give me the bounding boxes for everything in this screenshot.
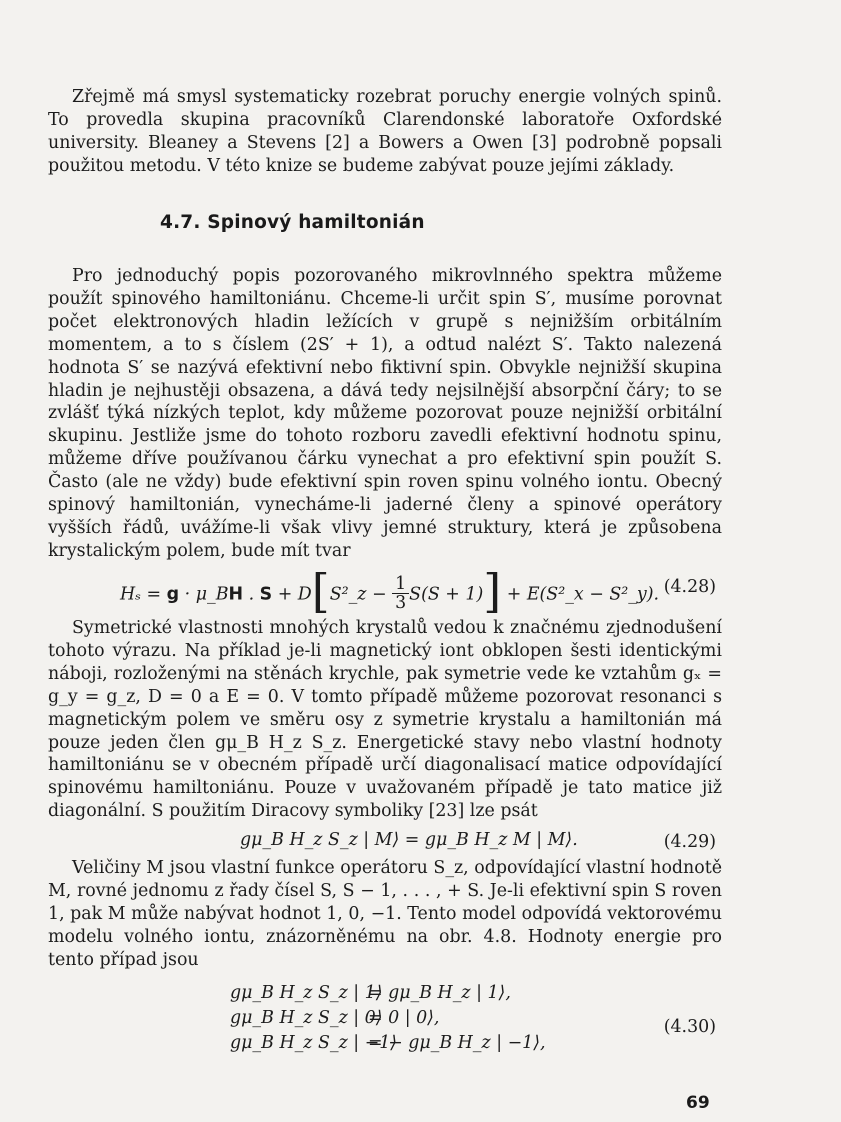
eq-428-e-term: + E(S²_x − S²_y).	[501, 584, 660, 605]
eq-428-g-tensor: g	[166, 584, 180, 605]
paragraph-eigenvalues-block	[48, 857, 722, 972]
eq-430-row3-rhs: = − gμ_B H_z | −1⟩,	[368, 1033, 546, 1053]
section-heading: 4.7. Spinový hamiltonián	[160, 212, 425, 233]
equation-4-28-formula	[120, 564, 660, 618]
eq-428-lhs: Hₛ =	[120, 584, 167, 605]
eq-428-fraction	[392, 575, 409, 612]
eq-428-d-term: + D	[272, 584, 312, 605]
eq-428-bohr-magneton: · μ_B	[179, 584, 229, 605]
intro-paragraph-block	[48, 86, 722, 178]
intro-paragraph: Zřejmě má smysl systematicky rozebrat poruchy energie volných spinů. To provedla skupina pracovníků Clarendonské laboratoře Oxfordské university. Bleaney a Stevens [2] a Bowers a Owen [3] podrobně popsali použitou metodu. V této knize se budeme zabývat pouze jejími základy.	[48, 87, 722, 176]
eq-430-row3-lhs: gμ_B H_z S_z | −1⟩	[230, 1033, 398, 1053]
page-number: 69	[686, 1093, 710, 1113]
paragraph-spin-hamiltonian: Pro jednoduchý popis pozorovaného mikrovlnného spektra můžeme použít spinového hamiltoniánu. Chceme-li určit spin S′, musíme porovnat počet elektronových hladin ležících v grupě s nejnižším orbitálním momentem, a to s číslem (2S′ + 1), a odtud nalézt S′. Takto nalezená hodnota S′ se nazývá efektivní nebo fiktivní spin. Obvykle nejnižší skupina hladin je nejhustěji obsazena, a dává tedy nejsilnější absorpční čáry; to se zvlášť týká nízkých teplot, kdy můžeme pozorovat pouze nejnižší orbitální skupinu. Jestliže jsme do tohoto rozboru zavedli efektivní hodnotu spinu, můžeme dříve používanou čárku vynechat a pro efektivní spin použít S. Často (ale ne vždy) bude efektivní spin roven spinu volného iontu. Obecný spinový hamiltonián, vynecháme-li jaderné členy a spinové operátory vyšších řádů, uvážíme-li však vlivy jemné struktury, která je způsobena krystalickým polem, bude mít tvar	[48, 266, 722, 561]
right-bracket-icon: ]	[483, 564, 502, 618]
equation-number-4-30: (4.30)	[663, 1017, 716, 1037]
equation-4-29-formula: gμ_B H_z S_z | M⟩ = gμ_B H_z M | M⟩.	[240, 830, 578, 850]
eq-428-s-term: S(S + 1)	[409, 584, 484, 605]
eq-430-row1-rhs: = gμ_B H_z | 1⟩,	[368, 983, 511, 1003]
paragraph-symmetry: Symetrické vlastnosti mnohých krystalů vedou k značnému zjednodušení tohoto výrazu. Na příklad je-li magnetický iont obklopen šesti identickými náboji, rozloženými na stěnách krychle, pak symetrie vede ke vztahům gₓ = g_y = g_z, D = 0 a E = 0. V tomto případě můžeme pozorovat resonanci s magnetickým polem ve směru osy z symetrie krystalu a hamiltonián má pouze jeden člen gμ_B H_z S_z. Energetické stavy nebo vlastní hodnoty hamiltoniánu se v obecném případě určí diagonalisací matice odpovídající spinovému hamiltoniánu. Pouze v uvažovaném případě je tato matice již diagonální. S použitím Diracovy symboliky [23] lze psát	[48, 618, 722, 822]
paragraph-spin-hamiltonian-block	[48, 265, 722, 563]
equation-4-30	[48, 980, 722, 1060]
equation-4-28	[48, 562, 722, 618]
left-bracket-icon: [	[311, 564, 330, 618]
eq-428-fraction-denominator: 3	[395, 592, 407, 613]
eq-430-row2-rhs: = 0 | 0⟩,	[368, 1008, 440, 1028]
equation-number-4-29: (4.29)	[663, 832, 716, 852]
eq-428-dot: .	[243, 584, 260, 605]
equation-number-4-28: (4.28)	[663, 577, 716, 597]
eq-428-fraction-numerator: 1	[392, 575, 409, 594]
eq-428-sz-squared: S²_z −	[329, 584, 393, 605]
eq-430-row2-lhs: gμ_B H_z S_z | 0⟩	[230, 1008, 383, 1028]
equation-4-29	[48, 827, 722, 853]
eq-428-field-vector: H	[228, 584, 244, 605]
eq-428-spin-vector: S	[259, 584, 273, 605]
paragraph-eigenvalues: Veličiny M jsou vlastní funkce operátoru S_z, odpovídající vlastní hodnotě M, rovné jednomu z řady čísel S, S − 1, . . . , + S. Je-li efektivní spin S roven 1, pak M může nabývat hodnot 1, 0, −1. Tento model odpovídá vektorovému modelu volného iontu, znázorněnému na obr. 4.8. Hodnoty energie pro tento případ jsou	[48, 858, 722, 970]
paragraph-symmetry-block	[48, 617, 722, 823]
eq-430-row1-lhs: gμ_B H_z S_z | 1⟩	[230, 983, 383, 1003]
